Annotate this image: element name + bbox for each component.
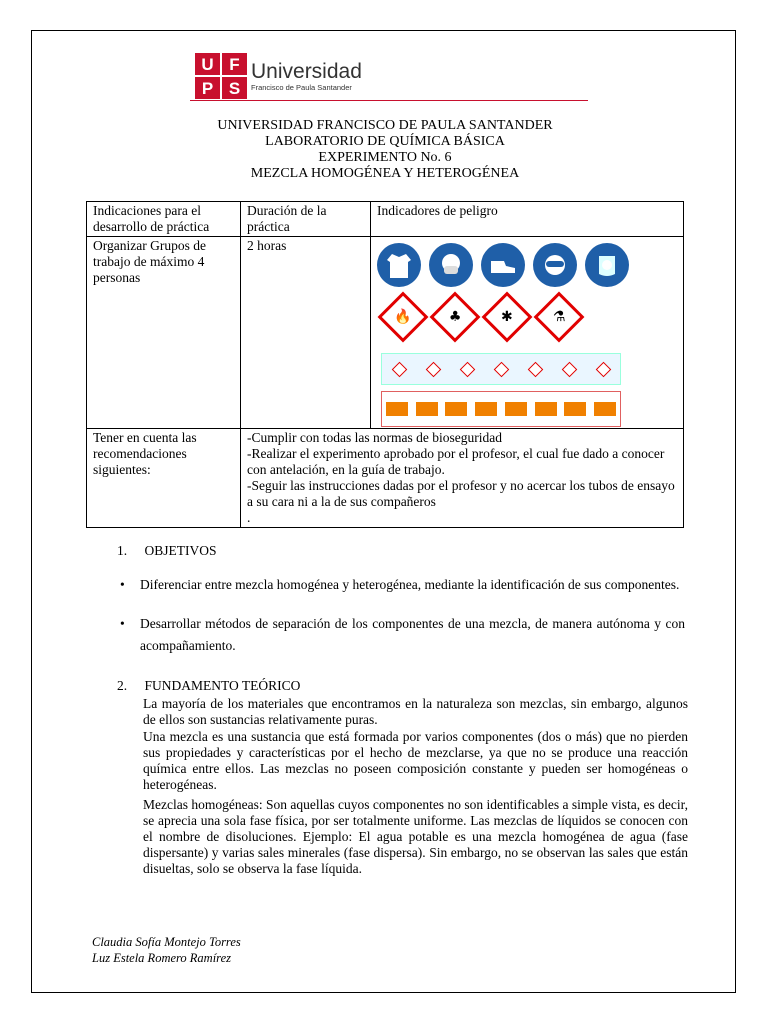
authors [92, 934, 241, 966]
heading-experiment: EXPERIMENTO No. 6 [318, 150, 452, 165]
hazard-chart-ghs-row [381, 353, 621, 385]
header-peligro: Indicadores de peligro [371, 202, 684, 237]
objective-text: Diferenciar entre mezcla homogénea y heterogénea, mediante la identificación de sus componentes. [140, 577, 680, 592]
lab-coat-icon [377, 243, 421, 287]
practice-info-table [86, 201, 684, 528]
recommendation-item: -Cumplir con todas las normas de bioseguridad [247, 430, 502, 445]
section-fundamento [117, 678, 300, 694]
orange-hazard-icon [564, 402, 586, 416]
safety-goggles-icon [533, 243, 577, 287]
orange-hazard-icon [505, 402, 527, 416]
table-row [87, 429, 684, 528]
logo-subname: Francisco de Paula Santander [251, 82, 352, 92]
mini-ghs-icon [459, 361, 475, 377]
recommendation-item: . [247, 510, 251, 525]
orange-hazard-icon [475, 402, 497, 416]
corrosive-icon: ⚗ [534, 292, 585, 343]
heading-topic: MEZCLA HOMOGÉNEA Y HETEROGÉNEA [250, 166, 520, 181]
mini-ghs-icon [595, 361, 611, 377]
logo-name: Universidad [251, 59, 362, 83]
theory-paragraph: La mayoría de los materiales que encontramos en la naturaleza son mezclas, sin embargo, algunos de ellos son sustancias relativamente puras. [143, 696, 688, 727]
author-name: Claudia Sofía Montejo Torres [92, 935, 241, 949]
section-number: 1. [117, 543, 128, 558]
orange-hazard-icon [386, 402, 408, 416]
table-header-row [87, 202, 684, 237]
environment-hazard-icon: ♣ [430, 292, 481, 343]
cell-recomendaciones [241, 429, 684, 528]
header-duracion: Duración de la práctica [241, 202, 371, 237]
university-logo [195, 52, 362, 100]
face-mask-icon [429, 243, 473, 287]
logo-letter: U [195, 53, 220, 75]
cell-duracion: 2 horas [241, 237, 371, 429]
objective-text: Desarrollar métodos de separación de los componentes de una mezcla, de manera autónoma y con acompañamiento. [140, 616, 685, 653]
orange-hazard-icon [445, 402, 467, 416]
orange-hazard-icon [594, 402, 616, 416]
heading-university: UNIVERSIDAD FRANCISCO DE PAULA SANTANDER [217, 118, 553, 133]
cell-indicaciones: Organizar Grupos de trabajo de máximo 4 personas [87, 237, 241, 429]
orange-hazard-icon [416, 402, 438, 416]
theory-paragraph: Una mezcla es una sustancia que está formada por varios componentes (dos o más) que no pierden sus propiedades y características por el hecho de mezclarse, ya que no se produce una reacción química entre ellos. Las mezclas no poseen composición constante y pueden ser homogéneas o heterogéneas. [143, 729, 688, 792]
orange-hazard-icon [535, 402, 557, 416]
health-hazard-icon: ✱ [482, 292, 533, 343]
ghs-pictograms [379, 293, 677, 341]
mini-ghs-icon [425, 361, 441, 377]
theory-paragraph: Mezclas homogéneas: Son aquellas cuyos componentes no son identificables a simple vista, es decir, se aprecia una sola fase física, por ser totalmente uniforme. Las mezclas de líquidos se conocen con el nombre de disoluciones. Ejemplo: El agua potable es una mezcla homogénea de agua (fase dispersante) y varias sales minerales (fase dispersa). Sin embargo, no se observan las sales que están disueltas, solo se observa la fase líquida. [143, 797, 688, 876]
heading-lab: LABORATORIO DE QUÍMICA BÁSICA [265, 134, 505, 149]
logo-letter: P [195, 77, 220, 99]
section-title: OBJETIVOS [144, 543, 217, 558]
objective-item [120, 613, 685, 657]
bullet-icon: • [120, 577, 125, 592]
logo-letter: S [222, 77, 247, 99]
safety-boots-icon [481, 243, 525, 287]
mini-ghs-icon [391, 361, 407, 377]
mini-ghs-icon [493, 361, 509, 377]
author-name: Luz Estela Romero Ramírez [92, 951, 231, 965]
section-number: 2. [117, 678, 128, 693]
hazard-chart-orange-row [381, 391, 621, 427]
bullet-icon: • [120, 616, 125, 631]
hazard-classification-chart [381, 353, 621, 427]
header-indicaciones: Indicaciones para el desarrollo de práctica [87, 202, 241, 237]
ppe-icons [377, 243, 677, 287]
logo-divider [190, 100, 588, 101]
logo-letter: F [222, 53, 247, 75]
face-shield-icon [585, 243, 629, 287]
recommendation-item: -Seguir las instrucciones dadas por el profesor y no acercar los tubos de ensayo a su cara ni a la de sus compañeros [247, 478, 675, 509]
recommendation-item: -Realizar el experimento aprobado por el profesor, el cual fue dado a conocer con antelación, en la guía de trabajo. [247, 446, 665, 477]
mini-ghs-icon [527, 361, 543, 377]
section-title: FUNDAMENTO TEÓRICO [144, 678, 301, 693]
flammable-icon: 🔥 [378, 292, 429, 343]
document-heading [120, 118, 650, 182]
ufps-logo-mark [195, 53, 247, 99]
objective-item [120, 576, 685, 593]
cell-recomendaciones-label: Tener en cuenta las recomendaciones siguientes: [87, 429, 241, 528]
hazard-indicators [371, 237, 684, 429]
mini-ghs-icon [561, 361, 577, 377]
table-row [87, 237, 684, 429]
section-objetivos [117, 543, 217, 559]
